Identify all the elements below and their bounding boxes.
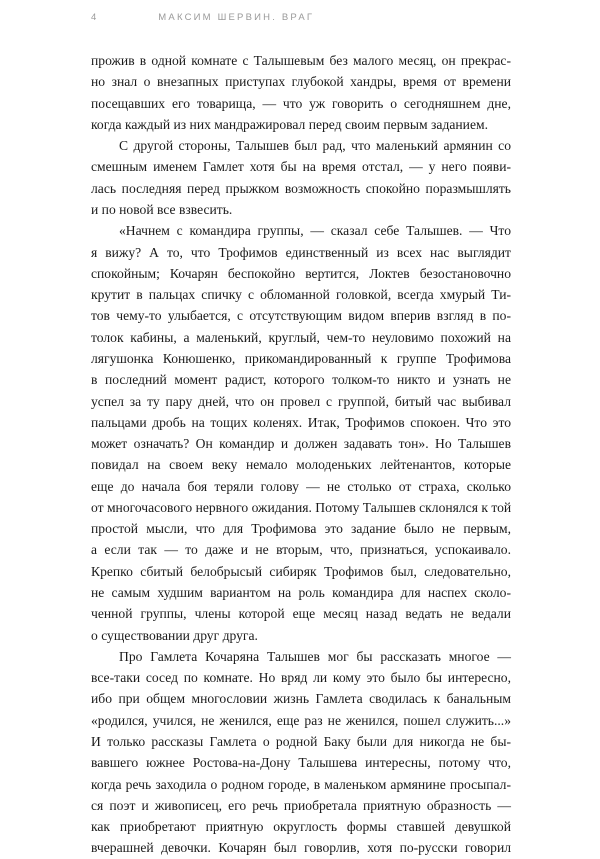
text-line: ся поэт и живописец, его речь приобретала приятную образность — bbox=[91, 797, 511, 813]
text-line: но знал о внезапных приступах глубокой хандры, время от времени bbox=[91, 74, 511, 90]
text-line: С другой стороны, Талышев был рад, что маленький армянин со bbox=[119, 138, 511, 154]
text-line: крутит в пальцах спичку с обломанной головкой, всегда хмурый Ти- bbox=[91, 287, 511, 303]
text-line: пальцами дробь на тощих коленях. Итак, Трофимов спокоен. Что это bbox=[91, 414, 511, 430]
text-line: смешным именем Гамлет хотя бы на время отстал, — у него появи- bbox=[91, 159, 511, 175]
text-line: от многочасового нервного ожидания. Потому Талышев склонялся к той bbox=[91, 499, 512, 515]
text-line: когда речь заходила о родном городе, в маленьком армянине просыпал- bbox=[91, 776, 511, 792]
text-line: ченной группы, члены которой еще месяц назад ведать не ведали bbox=[91, 606, 511, 622]
text-line: спокойным; Кочарян беспокойно вертится, Локтев безостановочно bbox=[91, 265, 511, 281]
text-line: о существовании друг друга. bbox=[91, 627, 258, 643]
text-line: все-таки сосед по комнате. Но вряд ли кому это было бы интересно, bbox=[91, 670, 511, 686]
text-line: я вижу? А то, что Трофимов единственный из всех нас выглядит bbox=[91, 244, 511, 260]
text-line: когда каждый из них мандражировал перед своим первым заданием. bbox=[91, 116, 488, 132]
text-line: прожив в одной комнате с Талышевым без малого месяц, он прекрас- bbox=[91, 53, 511, 68]
text-line: «родился, учился, не женился, еще раз не женился, пошел служить...» bbox=[91, 712, 511, 728]
text-line: успел за ту пару дней, что он провел с группой, битый час выбивал bbox=[91, 393, 511, 409]
text-line: еще до начала боя теряли голову — не столько от страха, сколько bbox=[91, 478, 511, 494]
text-line: толок кабины, а маленький, круглый, чем-то неуловимо похожий на bbox=[91, 329, 511, 345]
text-line: может означать? Он командир и должен задавать тон». Но Талышев bbox=[91, 436, 511, 452]
body-text bbox=[91, 50, 511, 859]
text-line: Про Гамлета Кочаряна Талышев мог бы рассказать многое — bbox=[119, 648, 511, 664]
text-line: тов чему-то улыбается, с отсутствующим видом вперив взгляд в по- bbox=[91, 308, 511, 324]
text-line: и по новой все взвесить. bbox=[91, 201, 233, 217]
text-line: повидал на своем веку немало молоденьких лейтенантов, которые bbox=[91, 457, 511, 473]
text-line: в последний момент радист, которого толком-то никто и узнать не bbox=[91, 372, 511, 388]
running-header bbox=[91, 12, 314, 26]
page-number: 4 bbox=[91, 12, 97, 23]
text-line: а если так — то даже и не вторым, что, признаться, успокаивало. bbox=[91, 542, 511, 558]
running-title: МАКСИМ ШЕРВИН. ВРАГ bbox=[158, 12, 315, 23]
text-line: простой мысли, что для Трофимова это задание было не первым, bbox=[91, 521, 511, 537]
text-line: посещавших его товарища, — что уж говорить о сегодняшнем дне, bbox=[91, 95, 511, 111]
text-line: не самым худшим вариантом на роль командира для наспех сколо- bbox=[91, 585, 511, 601]
text-line: ибо при общем многословии жизнь Гамлета сводилась к банальным bbox=[91, 691, 511, 707]
text-line: лась последняя перед прыжком возможность спокойно поразмышлять bbox=[91, 180, 511, 196]
text-line: как приобретают приятную округлость формы ставшей девушкой bbox=[91, 819, 511, 835]
text-line: И только рассказы Гамлета о родной Баку были для никогда не бы- bbox=[91, 734, 511, 749]
text-line: лягушонка Конюшенко, прикомандированный к группе Трофимова bbox=[91, 350, 511, 366]
text-line: «Начнем с командира группы, — сказал себе Талышев. — Что bbox=[119, 223, 511, 239]
text-line: Крепко сбитый белобрысый сибиряк Трофимов был, следовательно, bbox=[91, 563, 511, 579]
text-line: вавшего южнее Ростова-на-Дону Талышева интересны, потому что, bbox=[91, 755, 511, 771]
text-line: вчерашней девочки. Кочарян был говорлив, хотя по-русски говорил bbox=[91, 840, 511, 856]
